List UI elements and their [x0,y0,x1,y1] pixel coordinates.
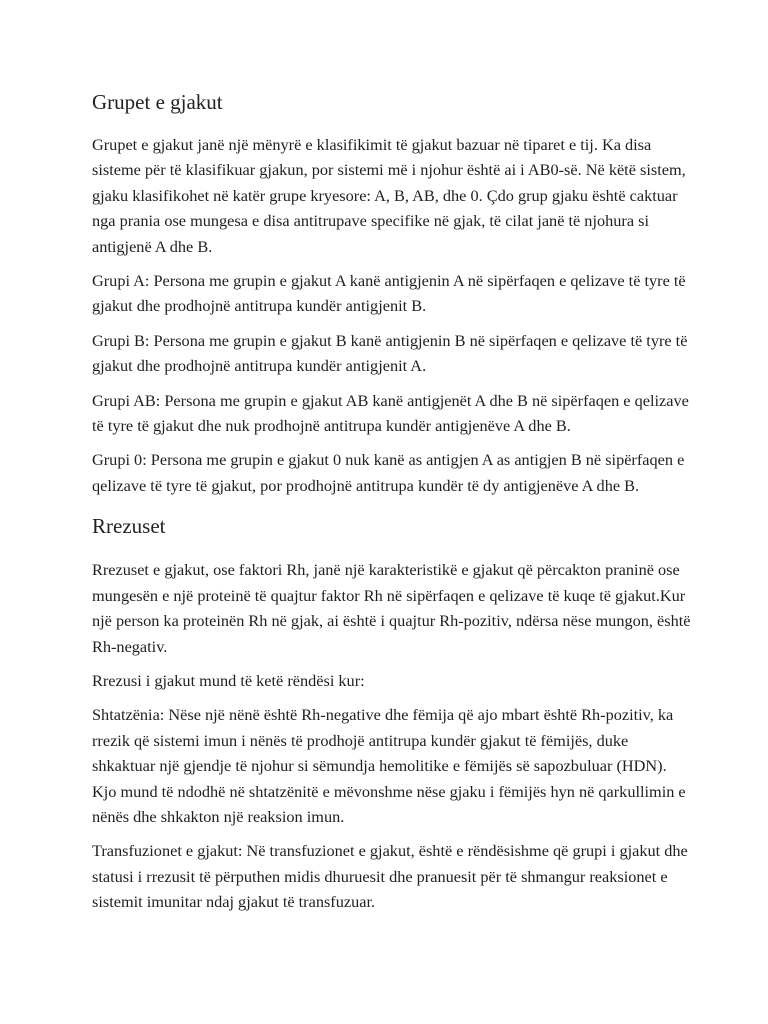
paragraph-group-a: Grupi A: Persona me grupin e gjakut A kanë antigjenin A në sipërfaqen e qelizave të tyre të gjakut dhe prodhojnë antitrupa kundër antigjenit B. [92,271,686,316]
paragraph-pregnancy: Shtatzënia: Nëse një nënë është Rh-negative dhe fëmija që ajo mbart është Rh-pozitiv, ka rrezik që sistemi imun i nënës të prodhojë antitrupa kundër gjakut të fëmijës, duke shkaktuar një gjendje të njohur si sëmundja hemolitike e fëmijës së sapozbuluar (HDN). Kjo mund të ndodhë në shtatzënitë e mëvonshme nëse gjaku i fëmijës hyn në qarkullimin e nënës dhe shkakton një reaksion imun. [92,705,686,826]
paragraph-group-ab: Grupi AB: Persona me grupin e gjakut AB kanë antigjenët A dhe B në sipërfaqen e qelizave të tyre të gjakut dhe nuk prodhojnë antitrupa kundër antigjenëve A dhe B. [92,390,689,436]
heading-blood-groups: Grupet e gjakut [92,90,223,114]
paragraph-blood-groups-intro: Grupet e gjakut janë një mënyrë e klasifikimit të gjakut bazuar në tiparet e tij. Ka disa sisteme për të klasifikuar gjakun, por sistemi më i njohur është ai i AB0-së. Në këtë sistem, gjaku klasifikohet në katër grupe kryesore: A, B, AB, dhe 0. Çdo grup gjaku është caktuar nga prania ose mungesa e disa antitrupave specifike në gjak, të cilat janë të njohura si antigjenë A dhe B. [92,135,686,256]
paragraph-group-b: Grupi B: Persona me grupin e gjakut B kanë antigjenin B në sipërfaqen e qelizave të tyre të gjakut dhe prodhojnë antitrupa kundër antigjenit A. [92,330,688,376]
paragraph-rhesus-importance: Rrezusi i gjakut mund të ketë rëndësi kur: [92,670,365,690]
heading-rhesus: Rrezuset [92,514,166,539]
paragraph-rhesus-intro: Rrezuset e gjakut, ose faktori Rh, janë një karakteristikë e gjakut që përcakton praninë ose mungesën e një proteinë të quajtur faktor Rh në sipërfaqen e qelizave të kuqe të gjakut.Kur një person ka proteinën Rh në gjak, ai është i quajtur Rh-pozitiv, ndërsa nëse mungon, është Rh-negativ. [92,560,691,656]
paragraph-group-0: Grupi 0: Persona me grupin e gjakut 0 nuk kanë as antigjen A as antigjen B në sipërfaqen e qelizave të tyre të gjakut, por prodhojnë antitrupa kundër të dy antigjenëve A dhe B. [92,450,685,495]
paragraph-transfusion: Transfuzionet e gjakut: Në transfuzionet e gjakut, është e rëndësishme që grupi i gjakut dhe statusi i rrezusit të përputhen midis dhuruesit dhe pranuesit për të shmangur reaksionet e sistemit imunitar ndaj gjakut të transfuzuar. [92,841,688,912]
document-page [92,88,692,924]
